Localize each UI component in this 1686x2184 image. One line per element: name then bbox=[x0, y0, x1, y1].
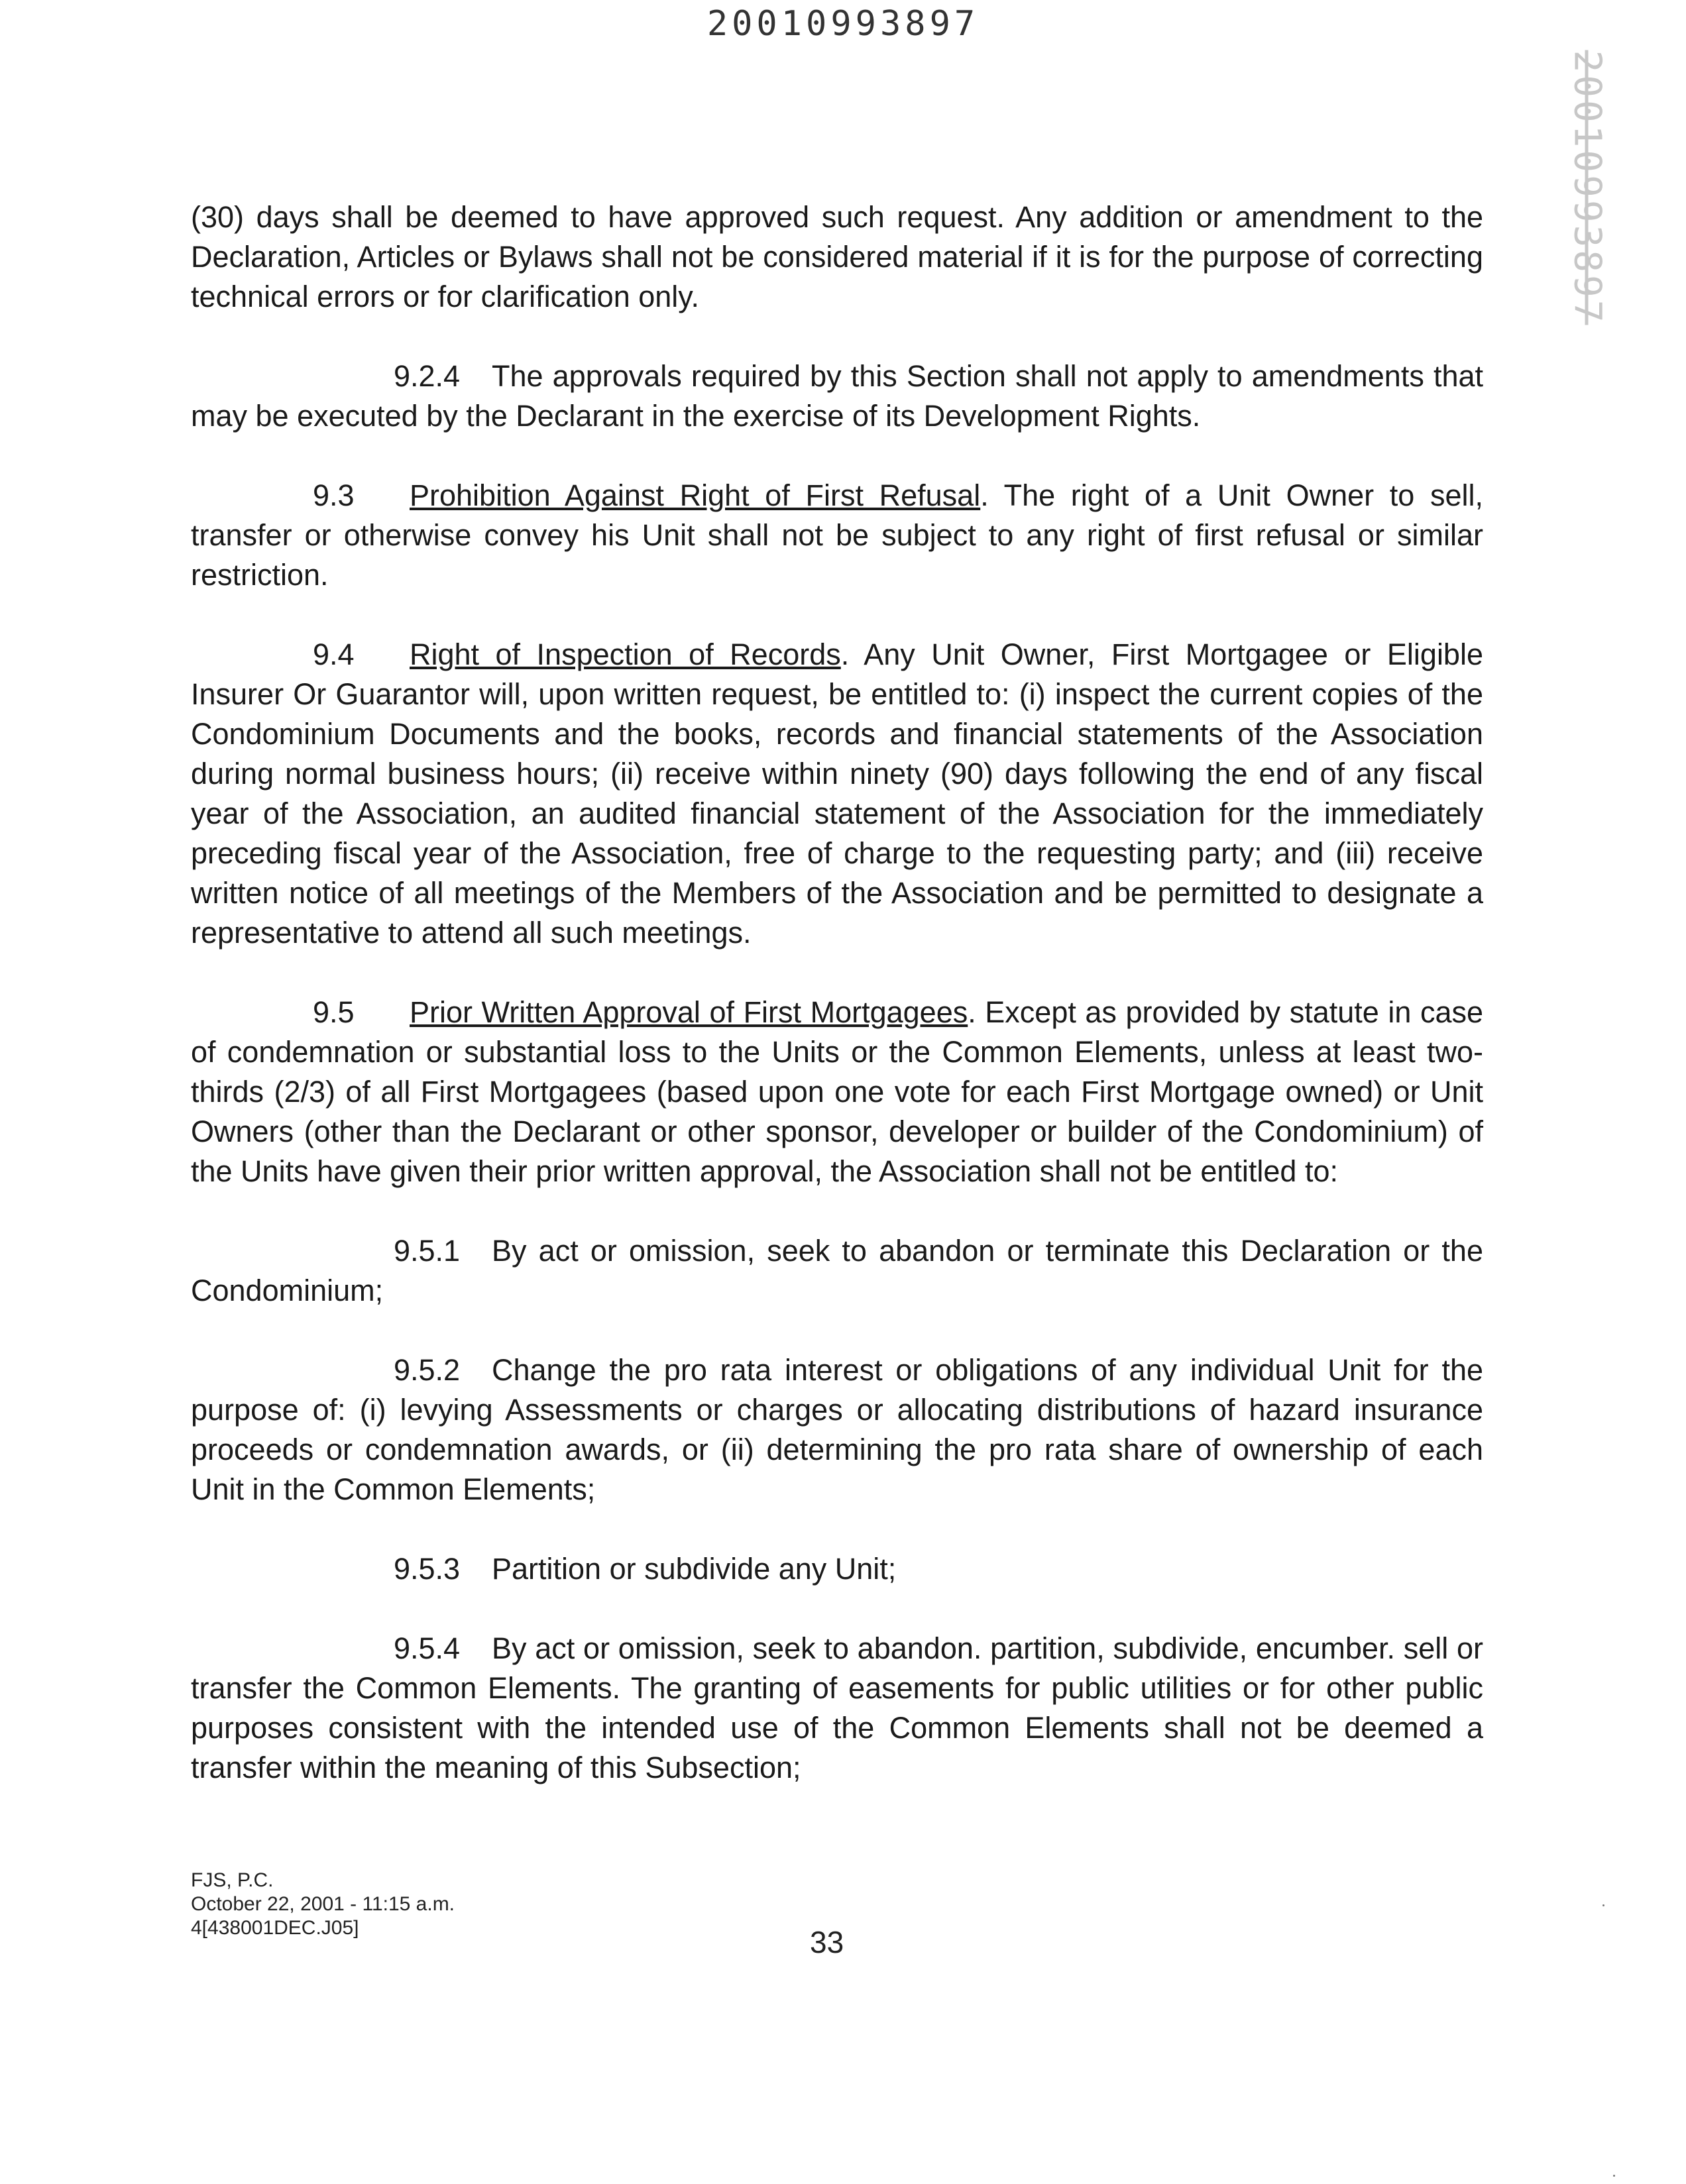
paragraph-9-5-1 bbox=[191, 1231, 1483, 1311]
footer-firm: FJS, P.C. bbox=[191, 1869, 274, 1891]
scan-speck bbox=[1613, 2175, 1615, 2177]
scan-speck bbox=[1602, 1904, 1604, 1906]
section-number: 9.2.4 bbox=[394, 359, 461, 393]
section-number: 9.5.4 bbox=[394, 1631, 461, 1665]
side-stamp bbox=[1565, 50, 1609, 325]
section-heading: Prior Written Approval of First Mortgagees bbox=[410, 995, 968, 1029]
paragraph-text: By act or omission, seek to abandon or terminate this Declaration or the Condominium; bbox=[191, 1234, 1483, 1307]
footer-date: October 22, 2001 - 11:15 a.m. bbox=[191, 1893, 455, 1915]
document-body bbox=[191, 197, 1483, 1788]
section-heading: Right of Inspection of Records bbox=[410, 637, 841, 671]
section-number: 9.4 bbox=[313, 637, 355, 671]
section-number: 9.5 bbox=[313, 995, 355, 1029]
paragraph-9-2-4 bbox=[191, 356, 1483, 436]
paragraph-continuation: (30) days shall be deemed to have approved such request. Any addition or amendment to the Declaration, Articles or Bylaws shall not be considered material if it is for the purpose of correcting technical errors or for clarification only. bbox=[191, 200, 1483, 313]
section-number: 9.5.3 bbox=[394, 1552, 461, 1586]
paragraph-9-5-3 bbox=[191, 1549, 1483, 1589]
paragraph-9-5 bbox=[191, 993, 1483, 1191]
paragraph-text: Partition or subdivide any Unit; bbox=[492, 1552, 897, 1586]
section-number: 9.5.2 bbox=[394, 1353, 461, 1387]
section-number: 9.3 bbox=[313, 478, 355, 512]
section-heading: Prohibition Against Right of First Refusal bbox=[410, 478, 981, 512]
document-number: 20010993897 bbox=[706, 4, 980, 44]
paragraph-9-3 bbox=[191, 476, 1483, 595]
paragraph-text: By act or omission, seek to abandon. partition, subdivide, encumber. sell or transfer the Common Elements. The granting of easements for public utilities or for other public purposes consistent with the intended use of the Common Elements shall not be deemed a transfer within the meaning of this Subsection; bbox=[191, 1631, 1483, 1784]
footer bbox=[191, 1869, 455, 1940]
paragraph-9-5-2 bbox=[191, 1350, 1483, 1509]
paragraph-9-5-4 bbox=[191, 1629, 1483, 1788]
paragraph-text: . The right of a Unit Owner to sell, transfer or otherwise convey his Unit shall not be subject to any right of first refusal or similar restriction. bbox=[191, 478, 1483, 592]
paragraph-9-4 bbox=[191, 635, 1483, 953]
page-number: 33 bbox=[810, 1925, 844, 1959]
paragraph-text: The approvals required by this Section shall not apply to amendments that may be executed by the Declarant in the exercise of its Development Rights. bbox=[191, 359, 1483, 433]
section-number: 9.5.1 bbox=[394, 1234, 461, 1268]
paragraph-text: . Except as provided by statute in case of condemnation or substantial loss to the Units or the Common Elements, unless at least two-thirds (2/3) of all First Mortgagees (based upon one vote for each First Mortgage owned) or Unit Owners (other than the Declarant or other sponsor, developer or builder of the Condominium) of the Units have given their prior written approval, the Association shall not be entitled to: bbox=[191, 995, 1483, 1188]
paragraph-text: Change the pro rata interest or obligations of any individual Unit for the purpose of: (i) levying Assessments or charges or allocating distributions of hazard insurance proceeds or condemnation awards, or (ii) determining the pro rata share of ownership of each Unit in the Common Elements; bbox=[191, 1353, 1483, 1506]
side-stamp-text: 20010993897 bbox=[1565, 50, 1609, 325]
paragraph-text: . Any Unit Owner, First Mortgagee or Eligible Insurer Or Guarantor will, upon written request, be entitled to: (i) inspect the current copies of the Condominium Documents and the books, records and financial statements of the Association during normal business hours; (ii) receive within ninety (90) days following the end of any fiscal year of the Association, an audited financial statement of the Association for the immediately preceding fiscal year of the Association, free of charge to the requesting party; and (iii) receive written notice of all meetings of the Members of the Association and be permitted to designate a representative to attend all such meetings. bbox=[191, 637, 1483, 950]
footer-file-ref: 4[438001DEC.J05] bbox=[191, 1917, 359, 1939]
